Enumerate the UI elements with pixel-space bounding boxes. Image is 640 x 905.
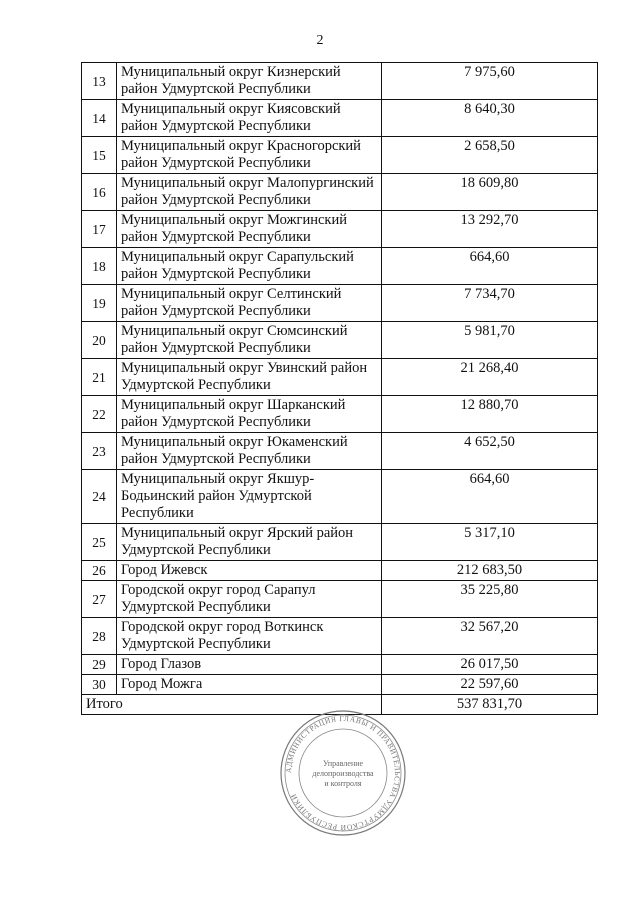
municipality-name: Муниципальный округ Можгинский район Удмуртской Республики [117,211,382,248]
amount-value: 212 683,50 [382,561,598,581]
table-row [82,137,598,174]
row-number: 16 [82,174,117,211]
table-row [82,433,598,470]
municipality-name: Муниципальный округ Увинский район Удмуртской Республики [117,359,382,396]
table-row [82,524,598,561]
municipality-name: Муниципальный округ Красногорский район Удмуртской Республики [117,137,382,174]
amount-value: 5 317,10 [382,524,598,561]
amount-value: 664,60 [382,470,598,524]
row-number: 13 [82,63,117,100]
amount-value: 5 981,70 [382,322,598,359]
table-row [82,618,598,655]
row-number: 29 [82,655,117,675]
row-number: 24 [82,470,117,524]
stamp-ring-text: АДМИНИСТРАЦИЯ ГЛАВЫ И ПРАВИТЕЛЬСТВА УДМУРТСКОЙ РЕСПУБЛИКИ [283,713,403,833]
official-stamp [278,708,408,838]
municipality-name: Город Ижевск [117,561,382,581]
amount-value: 13 292,70 [382,211,598,248]
amount-value: 7 975,60 [382,63,598,100]
municipality-name: Муниципальный округ Шарканский район Удмуртской Республики [117,396,382,433]
municipality-name: Муниципальный округ Киясовский район Удмуртской Республики [117,100,382,137]
table-row [82,396,598,433]
amount-value: 22 597,60 [382,675,598,695]
row-number: 23 [82,433,117,470]
total-value: 537 831,70 [382,695,598,715]
row-number: 22 [82,396,117,433]
amount-value: 7 734,70 [382,285,598,322]
municipality-name: Муниципальный округ Кизнерский район Удмуртской Республики [117,63,382,100]
total-label: Итого [82,695,382,715]
amount-value: 26 017,50 [382,655,598,675]
row-number: 30 [82,675,117,695]
row-number: 15 [82,137,117,174]
row-number: 14 [82,100,117,137]
table-row [82,100,598,137]
amount-value: 18 609,80 [382,174,598,211]
municipality-name: Муниципальный округ Якшур-Бодьинский район Удмуртской Республики [117,470,382,524]
amount-value: 32 567,20 [382,618,598,655]
page-number: 2 [316,33,324,48]
amount-value: 2 658,50 [382,137,598,174]
row-number: 26 [82,561,117,581]
municipality-name: Муниципальный округ Селтинский район Удмуртской Республики [117,285,382,322]
amount-value: 664,60 [382,248,598,285]
allocation-table [81,62,598,715]
table-row [82,211,598,248]
municipality-name: Муниципальный округ Сюмсинский район Удмуртской Республики [117,322,382,359]
table-body [82,63,598,715]
table-row [82,63,598,100]
municipality-name: Городской округ город Воткинск Удмуртской Республики [117,618,382,655]
table-row [82,675,598,695]
table-row [82,359,598,396]
amount-value: 4 652,50 [382,433,598,470]
row-number: 25 [82,524,117,561]
stamp-center-line-1: Управление [322,759,364,768]
row-number: 27 [82,581,117,618]
table-row [82,285,598,322]
amount-value: 21 268,40 [382,359,598,396]
stamp-center-line-2: делопроизводства [312,769,374,778]
amount-value: 35 225,80 [382,581,598,618]
municipality-name: Муниципальный округ Юкаменский район Удмуртской Республики [117,433,382,470]
row-number: 21 [82,359,117,396]
table-row [82,655,598,675]
row-number: 19 [82,285,117,322]
table-row [82,174,598,211]
table-row [82,322,598,359]
municipality-name: Муниципальный округ Ярский район Удмуртской Республики [117,524,382,561]
table-row [82,248,598,285]
municipality-name: Город Глазов [117,655,382,675]
municipality-name: Муниципальный округ Малопургинский район Удмуртской Республики [117,174,382,211]
table-row [82,581,598,618]
municipality-name: Муниципальный округ Сарапульский район Удмуртской Республики [117,248,382,285]
table-row [82,470,598,524]
row-number: 17 [82,211,117,248]
row-number: 28 [82,618,117,655]
municipality-name: Городской округ город Сарапул Удмуртской Республики [117,581,382,618]
amount-value: 12 880,70 [382,396,598,433]
row-number: 18 [82,248,117,285]
table-row [82,561,598,581]
row-number: 20 [82,322,117,359]
amount-value: 8 640,30 [382,100,598,137]
stamp-center-line-3: и контроля [324,779,362,788]
municipality-name: Город Можга [117,675,382,695]
